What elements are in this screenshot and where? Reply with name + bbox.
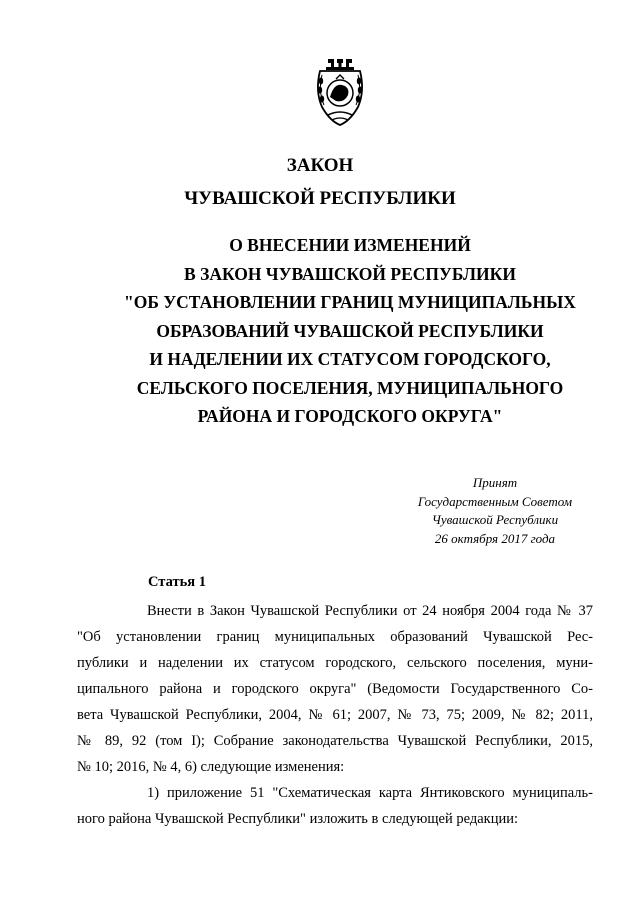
subtitle-line: "ОБ УСТАНОВЛЕНИИ ГРАНИЦ МУНИЦИПАЛЬНЫХ <box>124 292 576 312</box>
body-line: № 10; 2016, № 4, 6) следующие изменения: <box>77 759 345 775</box>
chuvash-republic-emblem-icon <box>312 57 368 127</box>
body-line: ного района Чувашской Республики" изложить в следующей редакции: <box>77 811 519 827</box>
body-line: "Об установлении границ муниципальных образований Чувашской Рес- <box>77 629 593 645</box>
adoption-line: Чувашской Республики <box>431 512 559 527</box>
body-line: публики и наделении их статусом городского, сельского поселения, муни- <box>77 655 593 671</box>
subtitle-line: ОБРАЗОВАНИЙ ЧУВАШСКОЙ РЕСПУБЛИКИ <box>156 320 544 341</box>
adoption-line: Принят <box>472 475 518 490</box>
article-heading: Статья 1 <box>148 574 206 590</box>
adoption-line: Государственным Советом <box>417 493 573 509</box>
adoption-note <box>400 474 590 548</box>
subtitle-line: В ЗАКОН ЧУВАШСКОЙ РЕСПУБЛИКИ <box>184 263 516 284</box>
subtitle-line: СЕЛЬСКОГО ПОСЕЛЕНИЯ, МУНИЦИПАЛЬНОГО <box>136 377 564 398</box>
subtitle-line: РАЙОНА И ГОРОДСКОГО ОКРУГА" <box>197 406 503 426</box>
law-title: ЗАКОН <box>286 155 354 176</box>
republic-title: ЧУВАШСКОЙ РЕСПУБЛИКИ <box>184 188 456 209</box>
law-subtitle <box>0 231 640 431</box>
body-line: вета Чувашской Республики, 2004, № 61; 2007, № 73, 75; 2009, № 82; 2011, <box>77 707 593 723</box>
adoption-date: 26 октября 2017 года <box>434 530 556 546</box>
body-line: ципального района и городского округа" (Ведомости Государственного Со- <box>77 681 593 697</box>
body-line: № 89, 92 (том I); Собрание законодательства Чувашской Республики, 2015, <box>77 733 593 749</box>
subtitle-line: И НАДЕЛЕНИИ ИХ СТАТУСОМ ГОРОДСКОГО, <box>149 349 551 369</box>
article-body <box>77 598 593 832</box>
body-line: 1) приложение 51 "Схематическая карта Янтиковского муниципаль- <box>147 785 593 801</box>
subtitle-line: О ВНЕСЕНИИ ИЗМЕНЕНИЙ <box>229 235 471 255</box>
body-line: Внести в Закон Чувашской Республики от 24 ноября 2004 года № 37 <box>147 603 593 619</box>
